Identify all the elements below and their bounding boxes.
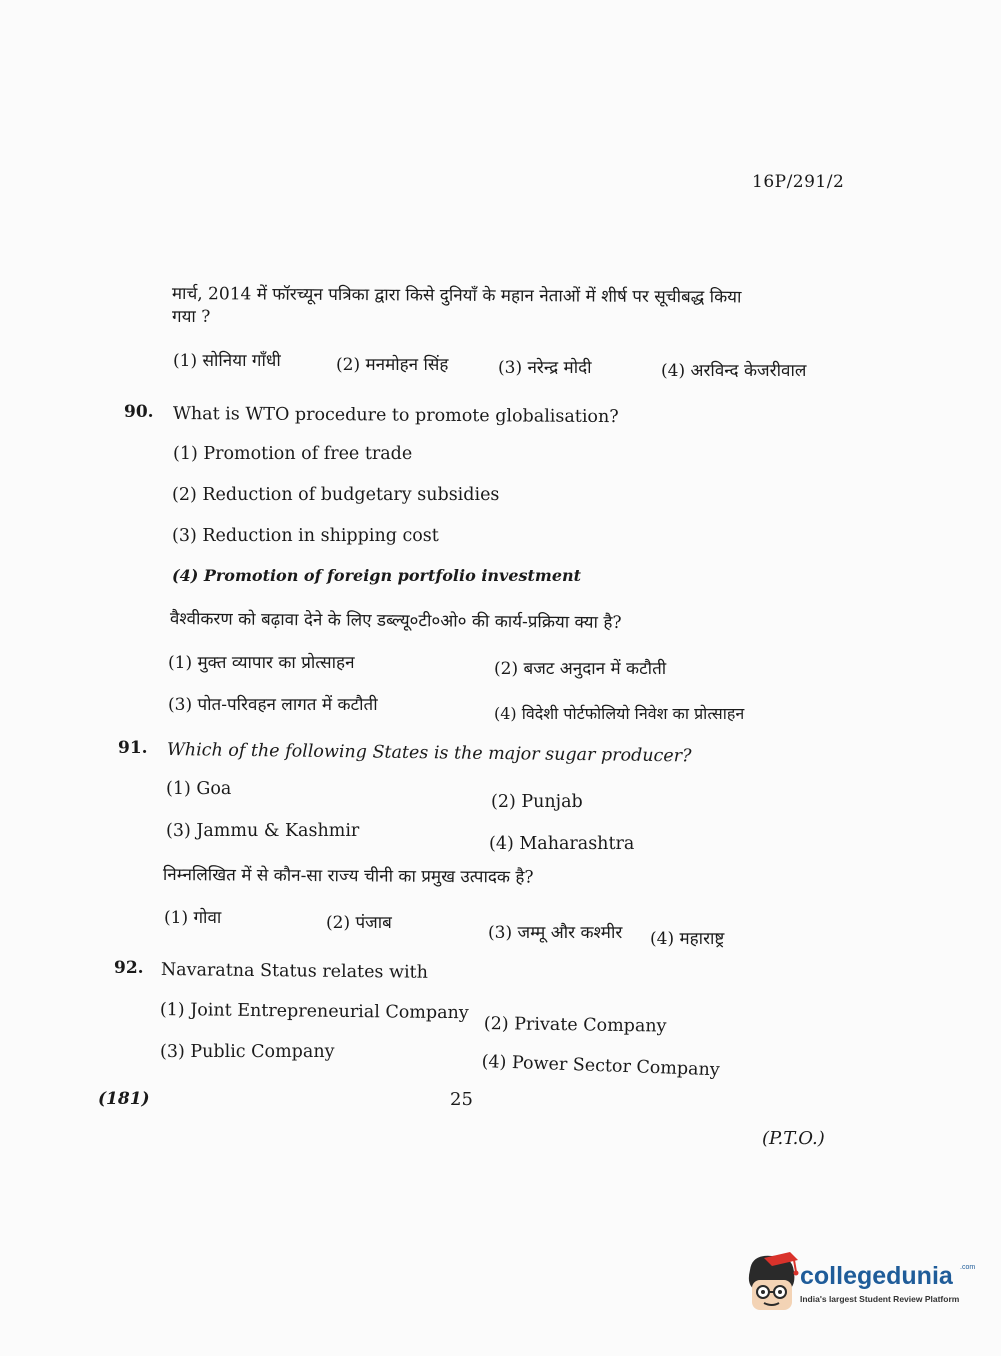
q91-number: 91. bbox=[118, 738, 148, 758]
logo-domain-suffix: .com bbox=[960, 1264, 976, 1271]
q90-option-hindi-4: (4) विदेशी पोर्टफोलियो निवेश का प्रोत्साहन bbox=[494, 704, 745, 723]
q91-question-hindi: निम्नलिखित में से कौन-सा राज्य चीनी का प्रमुख उत्पादक है? bbox=[162, 864, 534, 888]
q91-option-hindi-4: (4) महाराष्ट्र bbox=[650, 929, 725, 949]
q92-option-3: (3) Public Company bbox=[160, 1042, 335, 1062]
q91-option-hindi-1: (1) गोवा bbox=[164, 908, 222, 928]
q90-option-hindi-3: (3) पोत-परिवहन लागत में कटौती bbox=[168, 695, 378, 715]
page-number: 25 bbox=[450, 1089, 473, 1110]
q91-option-hindi-3: (3) जम्मू और कश्मीर bbox=[488, 923, 623, 943]
q89-option-2: (2) मनमोहन सिंह bbox=[336, 355, 449, 375]
q89-question-hindi-line2: गया ? bbox=[172, 307, 211, 327]
q92-option-4: (4) Power Sector Company bbox=[481, 1052, 721, 1081]
logo-tagline: India's largest Student Review Platform bbox=[800, 1294, 960, 1304]
q90-option-4: (4) Promotion of foreign portfolio investment bbox=[172, 566, 582, 585]
q89-option-3: (3) नरेन्द्र मोदी bbox=[498, 358, 592, 378]
pto-label: (P.T.O.) bbox=[762, 1128, 825, 1149]
q91-question: Which of the following States is the major sugar producer? bbox=[166, 740, 692, 767]
q92-option-2: (2) Private Company bbox=[483, 1014, 667, 1037]
q92-number: 92. bbox=[114, 958, 144, 978]
q91-option-hindi-2: (2) पंजाब bbox=[326, 913, 392, 933]
q91-option-3: (3) Jammu & Kashmir bbox=[166, 821, 360, 841]
q90-option-hindi-2: (2) बजट अनुदान में कटौती bbox=[494, 659, 667, 679]
series-code: (181) bbox=[98, 1089, 150, 1109]
q90-question-hindi: वैश्वीकरण को बढ़ावा देने के लिए डब्ल्यू०टी०ओ० की कार्य-प्रक्रिया क्या है? bbox=[169, 608, 622, 633]
q90-number: 90. bbox=[124, 402, 154, 422]
q90-option-2: (2) Reduction of budgetary subsidies bbox=[172, 485, 500, 505]
q92-question: Navaratna Status relates with bbox=[160, 960, 429, 983]
q89-option-1: (1) सोनिया गाँधी bbox=[173, 351, 281, 371]
q90-question: What is WTO procedure to promote globalisation? bbox=[172, 404, 619, 428]
q91-option-1: (1) Goa bbox=[166, 779, 232, 799]
q89-question-hindi-line1: मार्च, 2014 में फॉरच्यून पत्रिका द्वारा किसे दुनियाँ के महान नेताओं में शीर्ष पर सूचीबद्ध किया bbox=[171, 283, 742, 308]
q90-option-1: (1) Promotion of free trade bbox=[173, 444, 413, 464]
q90-option-hindi-1: (1) मुक्त व्यापार का प्रोत्साहन bbox=[168, 653, 355, 673]
q92-option-1: (1) Joint Entrepreneurial Company bbox=[159, 1000, 469, 1024]
q91-option-4: (4) Maharashtra bbox=[489, 834, 635, 854]
q90-option-3: (3) Reduction in shipping cost bbox=[172, 526, 439, 546]
logo-wordmark: collegedunia bbox=[800, 1262, 953, 1290]
collegedunia-logo bbox=[742, 1248, 976, 1318]
mascot-icon bbox=[742, 1250, 800, 1316]
q89-option-4: (4) अरविन्द केजरीवाल bbox=[661, 361, 807, 381]
q91-option-2: (2) Punjab bbox=[491, 792, 583, 812]
paper-code: 16P/291/2 bbox=[752, 172, 845, 192]
